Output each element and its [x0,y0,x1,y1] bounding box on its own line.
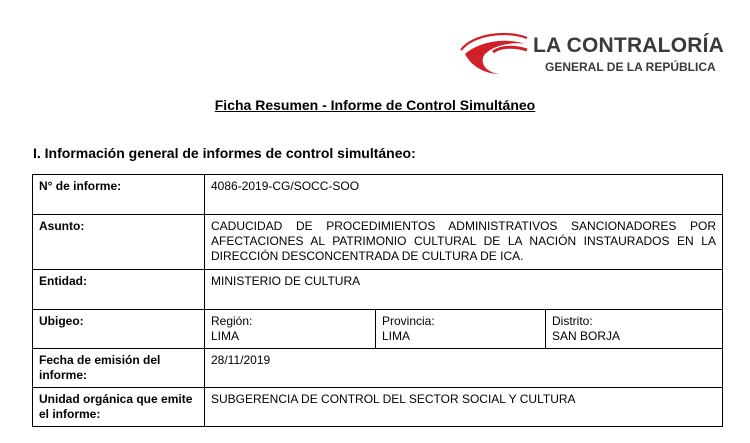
logo-subtitle: GENERAL DE LA REPÚBLICA [545,60,716,74]
provincia-cell [376,310,546,349]
asunto-label: Asunto: [33,215,205,270]
table-row-unidad [33,388,723,427]
table-row-entidad [33,270,723,310]
distrito-value: SAN BORJA [552,329,621,343]
table-row-ubigeo [33,310,723,349]
region-value: LIMA [211,329,240,343]
entidad-label: Entidad: [33,270,205,310]
distrito-label: Distrito: [552,314,593,328]
provincia-label: Provincia: [382,314,435,328]
fecha-value: 28/11/2019 [205,349,723,388]
unidad-value: SUBGERENCIA DE CONTROL DEL SECTOR SOCIAL Y CULTURA [205,388,723,427]
document-title: Ficha Resumen - Informe de Control Simultáneo [214,97,536,113]
numero-label: N° de informe: [33,175,205,215]
info-table [32,174,723,427]
region-label: Región: [211,314,253,328]
section-title: I. Información general de informes de control simultáneo: [33,145,416,161]
provincia-value: LIMA [382,329,411,343]
contraloria-logo [455,28,725,78]
table-row-fecha [33,349,723,388]
unidad-label: Unidad orgánica que emite el informe: [33,388,205,427]
table-row-asunto [33,215,723,270]
entidad-value: MINISTERIO DE CULTURA [205,270,723,310]
distrito-cell [546,310,723,349]
region-cell [205,310,376,349]
contraloria-emblem-icon [455,28,535,78]
logo-title: LA CONTRALORÍA [533,34,725,57]
fecha-label: Fecha de emisión del informe: [33,349,205,388]
numero-value: 4086-2019-CG/SOCC-SOO [205,175,723,215]
table-row-numero [33,175,723,215]
ubigeo-label: Ubigeo: [33,310,205,349]
asunto-value: CADUCIDAD DE PROCEDIMIENTOS ADMINISTRATIVOS SANCIONADORES POR AFECTACIONES AL PATRIMONIO CULTURAL DE LA NACIÓN INSTAURADOS EN LA DIRECCIÓN DESCONCENTRADA DE CULTURA DE ICA. [205,215,723,270]
